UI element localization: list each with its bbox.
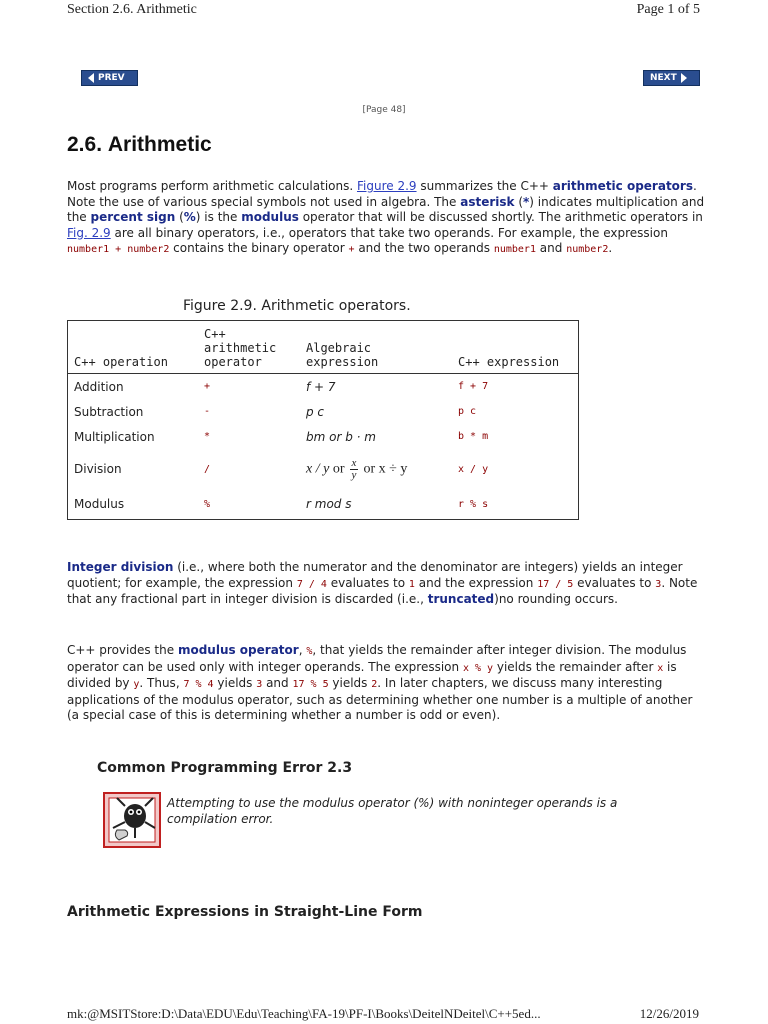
page-header-count: Page 1 of 5 <box>636 2 700 17</box>
table-row: Modulus % r mod s r % s <box>74 497 489 511</box>
footer-date: 12/26/2019 <box>639 1006 699 1021</box>
table-row: Addition + f + 7 f + 7 <box>74 379 489 394</box>
column-header: C++ operation <box>68 321 199 374</box>
figure-caption: Figure 2.9. Arithmetic operators. <box>183 298 411 314</box>
column-header: C++ arithmetic operator <box>198 321 300 374</box>
integer-division-paragraph: Integer division (i.e., where both the numerator and the denominator are integers) yields an integer quotient; for example, the expression 7 / 4 evaluates to 1 and the expression 17 / 5 evaluates to 3. Note that any fractional part in integer division is discarded (i.e., truncated)no rounding occurs. <box>67 560 698 606</box>
page-header-title: Section 2.6. Arithmetic <box>67 2 197 17</box>
modulus-paragraph: C++ provides the modulus operator, %, that yields the remainder after integer division. The modulus operator can be used only with integer operands. The expression x % y yields the remainder after x is divided by y. Thus, 7 % 4 yields 3 and 17 % 5 yields 2. In later chapters, we discuss many interesting applications of the modulus operator, such as determining whether one number is a multiple of another (a special case of this is determining whether a number is odd or even). <box>67 643 693 722</box>
error-text: Attempting to use the modulus operator (%) with noninteger operands is a compilation error. <box>167 796 618 826</box>
arrow-left-icon <box>88 73 94 83</box>
section-heading: Arithmetic Expressions in Straight-Line Form <box>67 904 423 920</box>
table-row: Division / x / y or $\frac{x}{y}$ or x ÷ y x / y <box>74 456 489 481</box>
fig-link[interactable]: Fig. 2.9 <box>67 225 111 240</box>
prev-label: PREV <box>98 73 125 83</box>
footer-path: mk:@MSITStore:D:\Data\EDU\Edu\Teaching\FA-19\PF-I\Books\DeitelNDeitel\C++5ed... <box>67 1006 541 1021</box>
table-row: Multiplication * bm or b · m b * m <box>74 429 489 444</box>
table-header-row <box>68 321 579 374</box>
page-marker: [Page 48] <box>362 105 406 115</box>
operators-table <box>67 320 579 520</box>
next-button[interactable] <box>643 70 700 86</box>
column-header: C++ expression <box>452 321 579 374</box>
fraction: $\frac{x}{y}$ <box>351 456 357 481</box>
section-title: 2.6. Arithmetic <box>67 133 212 156</box>
column-header: Algebraic expression <box>300 321 452 374</box>
intro-paragraph: Most programs perform arithmetic calculations. Figure 2.9 summarizes the C++ arithmetic operators. Note the use of various special symbols not used in algebra. The asterisk (*) indicates multiplication and the percent sign (%) is the modulus operator that will be discussed shortly. The arithmetic operators in Fig. 2.9 are all binary operators, i.e., operators that take two operands. For example, the expression number1 + number2 contains the binary operator + and the two operands number1 and number2. <box>67 179 705 255</box>
bug-icon <box>103 792 161 848</box>
table-row: Subtraction - p c p c <box>74 404 477 419</box>
next-label: NEXT <box>650 73 677 83</box>
prev-button[interactable] <box>81 70 138 86</box>
arrow-right-icon <box>681 73 687 83</box>
figure-link[interactable]: Figure 2.9 <box>356 179 417 193</box>
error-heading: Common Programming Error 2.3 <box>97 760 353 776</box>
